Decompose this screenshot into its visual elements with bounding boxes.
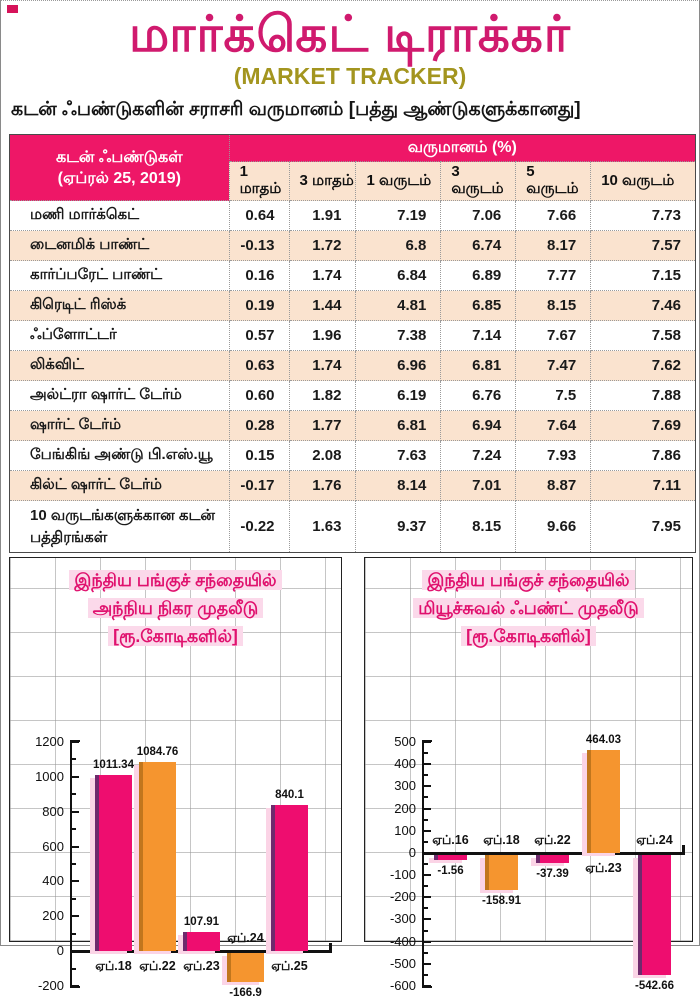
column-header-1y: 1 வருடம் (356, 162, 441, 201)
fund-label: மணி மார்க்கெட் (10, 201, 230, 231)
return-value: 8.17 (516, 231, 591, 261)
return-value: 7.67 (516, 321, 591, 351)
return-value: 6.94 (441, 411, 516, 441)
page-title: மார்க்கெட் டிராக்கர் (129, 6, 571, 62)
table-row (10, 351, 696, 381)
y-tick-label: -400 (389, 933, 416, 949)
return-value: 0.64 (229, 201, 289, 231)
fii-investment-chart (9, 557, 342, 999)
column-header-5y: 5 வருடம் (516, 162, 591, 201)
return-value: 2.08 (289, 441, 356, 471)
bar-value-label: 107.91 (183, 916, 220, 929)
return-value: 0.16 (229, 261, 289, 291)
chart-title (365, 567, 692, 651)
y-tick-label: 500 (394, 734, 416, 749)
return-value: 1.44 (289, 291, 356, 321)
y-tick-label: 0 (408, 844, 416, 860)
return-value: 1.74 (289, 261, 356, 291)
fund-label: ஷார்ட் டேர்ம் (10, 411, 230, 441)
return-value: 0.60 (229, 381, 289, 411)
return-value: 1.77 (289, 411, 356, 441)
y-tick (72, 776, 79, 778)
y-minor-tick (72, 968, 76, 970)
category-label: ஏப்.24 (636, 832, 673, 847)
return-value: 1.82 (289, 381, 356, 411)
return-value: 6.81 (441, 351, 516, 381)
y-minor-tick (424, 952, 428, 954)
y-tick-label: 1200 (35, 734, 64, 749)
y-tick (424, 941, 431, 943)
return-value: 9.37 (356, 501, 441, 553)
category-label: ஏப்.25 (271, 959, 308, 974)
return-value: 7.86 (591, 441, 696, 471)
return-value: 7.19 (356, 201, 441, 231)
return-value: 7.58 (591, 321, 696, 351)
column-header-10y: 10 வருடம் (591, 162, 696, 201)
bar-value-label: 1011.34 (93, 758, 134, 771)
return-value: 7.06 (441, 201, 516, 231)
return-value: -0.22 (229, 501, 289, 553)
return-value: 7.95 (591, 501, 696, 553)
return-value: 7.69 (591, 411, 696, 441)
table-header-funds-line1: கடன் ஃபண்டுகள் (55, 148, 183, 166)
column-header-3y: 3 வருடம் (441, 162, 516, 201)
category-label: ஏப்.16 (432, 832, 469, 847)
x-axis-endtick (329, 943, 332, 951)
column-header-1m: 1 மாதம் (229, 162, 289, 201)
chart-title-line: இந்திய பங்குச் சந்தையில் (69, 570, 281, 590)
y-tick (424, 741, 431, 743)
table-header-funds-line2: (ஏப்ரல் 25, 2019) (57, 169, 181, 187)
return-value: 7.88 (591, 381, 696, 411)
y-minor-tick (72, 793, 76, 795)
return-value: 8.14 (356, 471, 441, 501)
return-value: 6.76 (441, 381, 516, 411)
category-label: ஏப்.23 (585, 860, 622, 875)
return-value: 0.28 (229, 411, 289, 441)
table-row (10, 201, 696, 231)
y-tick-label: 400 (42, 873, 64, 889)
column-header-3m: 3 மாதம் (289, 162, 356, 201)
y-minor-tick (424, 819, 428, 821)
return-value: 7.47 (516, 351, 591, 381)
return-value: 7.66 (516, 201, 591, 231)
category-label: ஏப்.22 (534, 832, 571, 847)
bar (434, 855, 467, 860)
fund-label: கார்ப்பரேட் பாண்ட் (10, 261, 230, 291)
bar-value-label: -158.91 (481, 895, 521, 908)
chart-title-line: [ரூ.கோடிகளில்] (461, 626, 596, 646)
bar-value-label: 840.1 (275, 788, 304, 801)
y-minor-tick (424, 796, 428, 798)
returns-table (9, 134, 696, 553)
return-value: 0.63 (229, 351, 289, 381)
return-value: 7.57 (591, 231, 696, 261)
mutual-fund-investment-chart (364, 557, 693, 993)
y-tick (424, 785, 431, 787)
y-minor-tick (424, 974, 428, 976)
table-header-funds (10, 135, 230, 201)
return-value: 8.15 (441, 501, 516, 553)
return-value: 6.19 (356, 381, 441, 411)
y-tick (424, 763, 431, 765)
table-row (10, 291, 696, 321)
return-value: 7.11 (591, 471, 696, 501)
return-value: 6.81 (356, 411, 441, 441)
category-label: ஏப்.22 (139, 959, 176, 974)
bar-value-label: -542.66 (634, 980, 674, 993)
chart-title-line: [ரூ.கோடிகளில்] (108, 626, 243, 646)
y-tick (72, 915, 79, 917)
y-minor-tick (72, 898, 76, 900)
fund-label: 10 வருடங்களுக்கான கடன் பத்திரங்கள் (10, 501, 230, 553)
return-value: 7.14 (441, 321, 516, 351)
table-row (10, 381, 696, 411)
table-caption: கடன் ஃபண்டுகளின் சராசரி வருமானம் [பத்து ஆண்டுகளுக்கானது] (11, 99, 581, 120)
return-value: 7.24 (441, 441, 516, 471)
return-value: 6.85 (441, 291, 516, 321)
y-minor-tick (72, 863, 76, 865)
bar (638, 855, 671, 975)
corner-mark (7, 5, 18, 13)
return-value: 7.5 (516, 381, 591, 411)
return-value: 1.72 (289, 231, 356, 261)
table-row (10, 501, 696, 553)
y-tick-label: 0 (56, 943, 64, 959)
y-tick-label: -600 (389, 978, 416, 993)
y-tick-label: 200 (42, 908, 64, 924)
fund-label: டைனமிக் பாண்ட் (10, 231, 230, 261)
y-tick-label: 300 (394, 778, 416, 794)
return-value: -0.17 (229, 471, 289, 501)
return-value: 9.66 (516, 501, 591, 553)
y-tick (424, 830, 431, 832)
return-value: 7.63 (356, 441, 441, 471)
category-label: ஏப்.18 (483, 832, 520, 847)
y-tick-label: 600 (42, 838, 64, 854)
return-value: 7.15 (591, 261, 696, 291)
chart-title (10, 567, 341, 651)
chart-title-line: அந்நிய நிகர முதலீடு (88, 598, 264, 618)
fund-label: அல்ட்ரா ஷார்ட் டேர்ம் (10, 381, 230, 411)
y-tick (72, 985, 79, 987)
y-tick-label: -200 (389, 889, 416, 905)
bar-value-label: -1.56 (437, 864, 464, 877)
bar (95, 775, 132, 951)
y-minor-tick (424, 930, 428, 932)
category-label: ஏப்.18 (95, 959, 132, 974)
return-value: 6.96 (356, 351, 441, 381)
return-value: 0.19 (229, 291, 289, 321)
y-tick (424, 985, 431, 987)
return-value: 6.84 (356, 261, 441, 291)
bar (587, 750, 620, 853)
y-tick (424, 963, 431, 965)
fund-label: லிக்விட் (10, 351, 230, 381)
y-tick-label: 200 (394, 800, 416, 816)
return-value: 7.01 (441, 471, 516, 501)
y-minor-tick (424, 885, 428, 887)
category-label: ஏப்.23 (183, 959, 220, 974)
return-value: 7.93 (516, 441, 591, 471)
return-value: 1.91 (289, 201, 356, 231)
category-label: ஏப்.24 (227, 931, 264, 946)
return-value: 0.15 (229, 441, 289, 471)
table-row (10, 471, 696, 501)
return-value: 6.89 (441, 261, 516, 291)
table-row (10, 441, 696, 471)
table-row (10, 321, 696, 351)
y-minor-tick (424, 752, 428, 754)
table-row (10, 411, 696, 441)
bar-value-label: -166.9 (229, 987, 262, 999)
return-value: 8.15 (516, 291, 591, 321)
return-value: 0.57 (229, 321, 289, 351)
y-tick-label: -100 (389, 867, 416, 883)
y-tick-label: -200 (37, 978, 64, 993)
y-tick (424, 808, 431, 810)
y-tick-label: 100 (394, 822, 416, 838)
y-tick (72, 846, 79, 848)
y-tick (72, 880, 79, 882)
y-minor-tick (424, 774, 428, 776)
return-value: 7.64 (516, 411, 591, 441)
bar-value-label: 1084.76 (136, 746, 179, 759)
table-row (10, 231, 696, 261)
y-tick-label: 800 (42, 803, 64, 819)
return-value: -0.13 (229, 231, 289, 261)
y-minor-tick (424, 907, 428, 909)
y-tick-label: -300 (389, 911, 416, 927)
return-value: 1.63 (289, 501, 356, 553)
return-value: 1.74 (289, 351, 356, 381)
y-tick-label: 400 (394, 756, 416, 772)
fund-label: கிரெடிட் ரிஸ்க் (10, 291, 230, 321)
y-minor-tick (72, 828, 76, 830)
fund-label: ஃப்ளோட்டர் (10, 321, 230, 351)
chart-title-line: இந்திய பங்குச் சந்தையில் (422, 570, 634, 590)
return-value: 7.73 (591, 201, 696, 231)
y-tick (424, 918, 431, 920)
return-value: 7.46 (591, 291, 696, 321)
return-value: 8.87 (516, 471, 591, 501)
return-value: 6.8 (356, 231, 441, 261)
table-header-returns: வருமானம் (%) (229, 135, 695, 162)
fund-label: பேங்கிங் அண்டு பி.எஸ்.யூ (10, 441, 230, 471)
return-value: 7.62 (591, 351, 696, 381)
bar-value-label: 464.03 (585, 733, 622, 746)
bar-value-label: -37.39 (536, 868, 569, 881)
return-value: 7.38 (356, 321, 441, 351)
return-value: 6.74 (441, 231, 516, 261)
bar (271, 805, 308, 951)
y-tick (72, 741, 79, 743)
return-value: 1.96 (289, 321, 356, 351)
return-value: 1.76 (289, 471, 356, 501)
y-tick (72, 811, 79, 813)
y-tick (424, 896, 431, 898)
table-row (10, 261, 696, 291)
y-minor-tick (72, 933, 76, 935)
bar (536, 855, 569, 863)
page-title-english: (MARKET TRACKER) (233, 63, 467, 89)
fund-label: கில்ட் ஷார்ட் டேர்ம் (10, 471, 230, 501)
return-value: 4.81 (356, 291, 441, 321)
y-tick-label: -500 (389, 955, 416, 971)
return-value: 7.77 (516, 261, 591, 291)
y-tick-label: 1000 (35, 768, 64, 784)
chart-title-line: மியூச்சுவல் ஃபண்ட் முதலீடு (413, 598, 644, 618)
